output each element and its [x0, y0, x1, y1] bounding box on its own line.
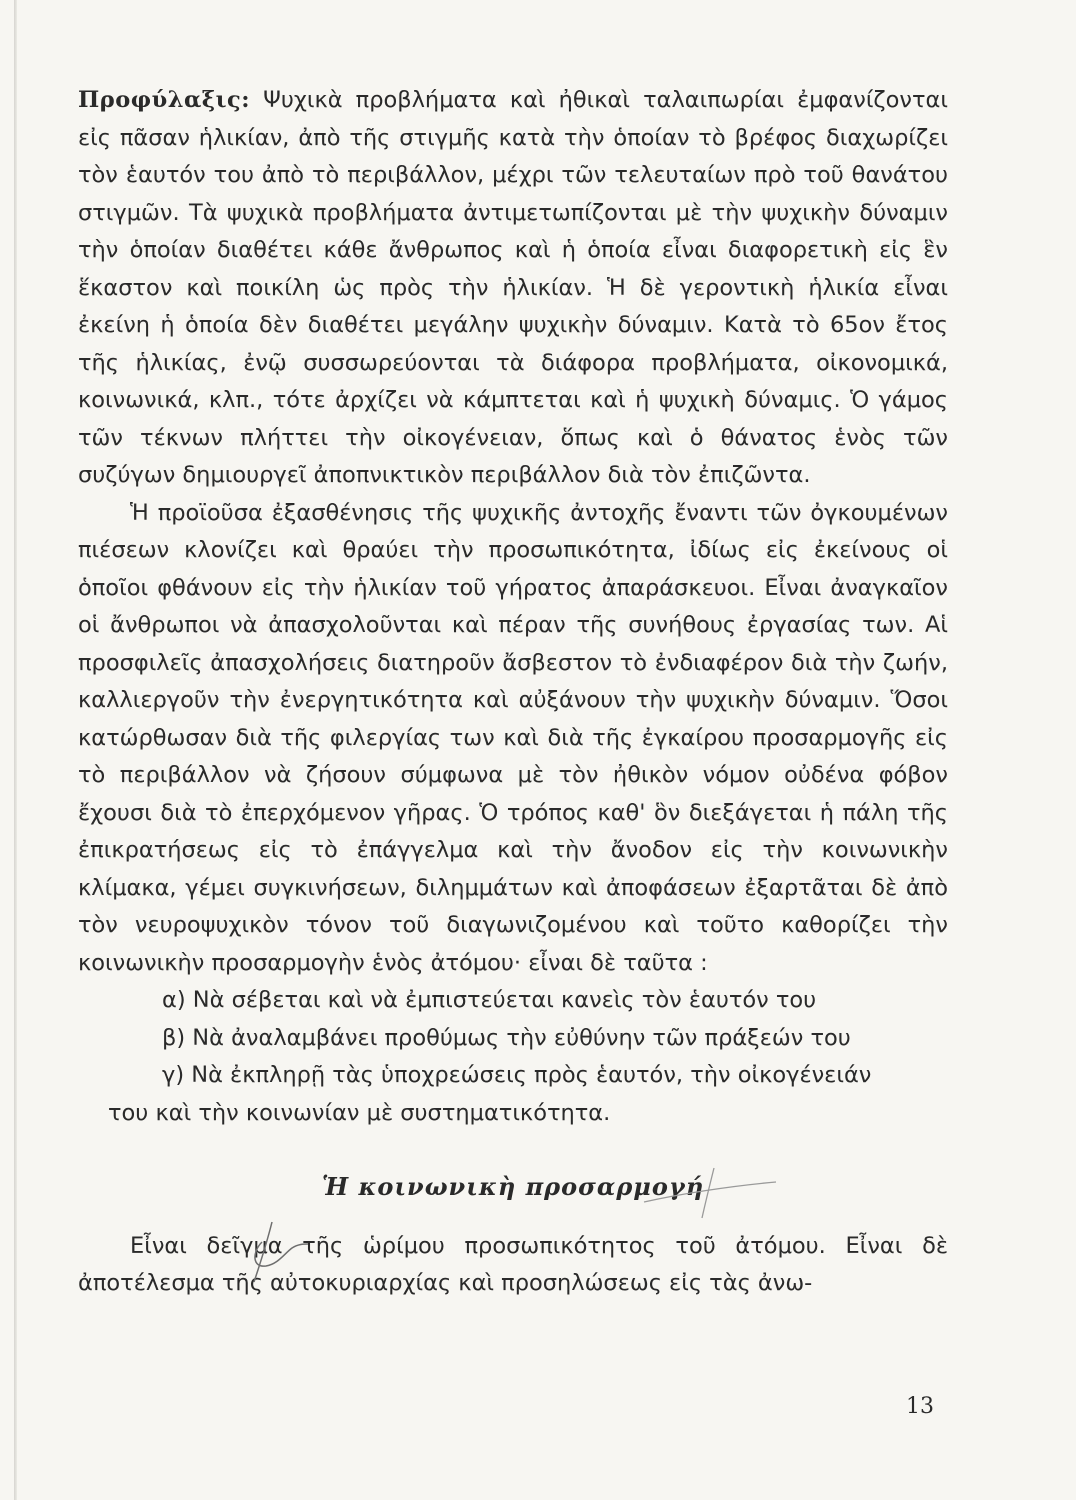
list-item-a: α) Νὰ σέβεται καὶ νὰ ἐμπιστεύεται κανεὶς τὸν ἑαυτόν του [162, 987, 817, 1013]
paragraph-weakening: Ἡ προϊοῦσα ἐξασθένησις τῆς ψυχικῆς ἀντοχῆς ἔναντι τῶν ὀγκουμένων πιέσεων κλονίζει καὶ θραύει τὴν προσωπικότητα, ἰδίως εἰς ἐκείνους οἱ ὁποῖοι φθάνουν εἰς τὴν ἡλικίαν τοῦ γήρατος ἀπαράσκευοι. Εἶναι ἀναγκαῖον οἱ ἄνθρωποι νὰ ἀπασχολοῦνται καὶ πέραν τῆς συνήθους ἐργασίας των. Αἱ προσφιλεῖς ἀπασχολήσεις διατηροῦν ἄσβεστον τὸ ἐνδιαφέρον διὰ τὴν ζωήν, καλλιεργοῦν τὴν ἐνεργητικότητα καὶ αὐξάνουν τὴν ψυχικὴν δύναμιν. Ὅσοι κατώρθωσαν διὰ τῆς φιλεργίας των καὶ διὰ τῆς ἐγκαίρου προσαρμογῆς εἰς τὸ περιβάλλον νὰ ζήσουν σύμφωνα μὲ τὸν ἠθικὸν νόμον οὐδένα φόβον ἔχουσι διὰ τὸ ἐπερχόμενον γῆρας. Ὁ τρόπος καθ' ὃν διεξάγεται ἡ πάλη τῆς ἐπικρατήσεως εἰς τὸ ἐπάγγελμα καὶ τὴν ἄνοδον εἰς τὴν κοινωνικὴν κλίμακα, γέμει συγκινήσεων, διλημμάτων καὶ ἀποφάσεων ἐξαρτᾶται δὲ ἀπὸ τὸν νευροψυχικὸν τόνον τοῦ διαγωνιζομένου καὶ τοῦτο καθορίζει τὴν κοινωνικὴν προσαρμογὴν ἑνὸς ἀτόμου· εἶναι δὲ ταῦτα : [78, 499, 948, 976]
body-text [78, 82, 948, 1303]
page-binding-edge [14, 0, 17, 1500]
list-item-c: γ) Νὰ ἐκπληρῇ τὰς ὑποχρεώσεις πρὸς ἑαυτόν, τὴν οἰκογένειάν [162, 1062, 872, 1088]
page-number: 13 [906, 1394, 934, 1419]
pencil-scribble-icon [232, 1218, 312, 1288]
list-item-c-continued: του καὶ τὴν κοινωνίαν μὲ συστηματικότητα. [108, 1099, 611, 1126]
pencil-checkmark-icon [640, 1160, 780, 1220]
paragraph-prophylaxis [78, 82, 948, 495]
section-heading: Ἡ κοινωνικὴ προσαρμογή [321, 1172, 705, 1201]
paragraph-lead-term: Προφύλαξις: [78, 87, 250, 113]
paragraph-social-adjustment: Εἶναι δεῖγμα τῆς ὡρίμου προσωπικότητος τοῦ ἀτόμου. Εἶναι δὲ ἀποτέλεσμα τῆς αὐτοκυριαρχίας καὶ προσηλώσεως εἰς τὰς ἀνω- [78, 1232, 948, 1296]
list-item-b: β) Νὰ ἀναλαμβάνει προθύμως τὴν εὐθύνην τῶν πράξεών του [162, 1024, 851, 1051]
paragraph-body: Ψυχικὰ προβλήματα καὶ ἠθικαὶ ταλαιπωρίαι ἐμφανίζονται εἰς πᾶσαν ἡλικίαν, ἀπὸ τῆς στιγμῆς κατὰ τὴν ὁποίαν τὸ βρέφος διαχωρίζει τὸν ἑαυτόν του ἀπὸ τὸ περιβάλλον, μέχρι τῶν τελευταίων πρὸ τοῦ θανάτου στιγμῶν. Τὰ ψυχικὰ προβλήματα ἀντιμετωπίζονται μὲ τὴν ψυχικὴν δύναμιν τὴν ὁποίαν διαθέτει κάθε ἄνθρωπος καὶ ἡ ὁποία εἶναι διαφορετικὴ εἰς ἓν ἕκαστον καὶ ποικίλη ὡς πρὸς τὴν ἡλικίαν. Ἡ δὲ γεροντικὴ ἡλικία εἶναι ἐκείνη ἡ ὁποία δὲν διαθέτει μεγάλην ψυχικὴν δύναμιν. Κατὰ τὸ 65ον ἔτος τῆς ἡλικίας, ἐνῷ συσσωρεύονται τὰ διάφορα προβλήματα, οἰκονομικά, κοινωνικά, κλπ., τότε ἀρχίζει νὰ κάμπτεται καὶ ἡ ψυχικὴ δύναμις. Ὁ γάμος τῶν τέκνων πλήττει τὴν οἰκογένειαν, ὅπως καὶ ὁ θάνατος ἑνὸς τῶν συζύγων δημιουργεῖ ἀποπνικτικὸν περιβάλλον διὰ τὸν ἐπιζῶντα. [78, 87, 948, 488]
